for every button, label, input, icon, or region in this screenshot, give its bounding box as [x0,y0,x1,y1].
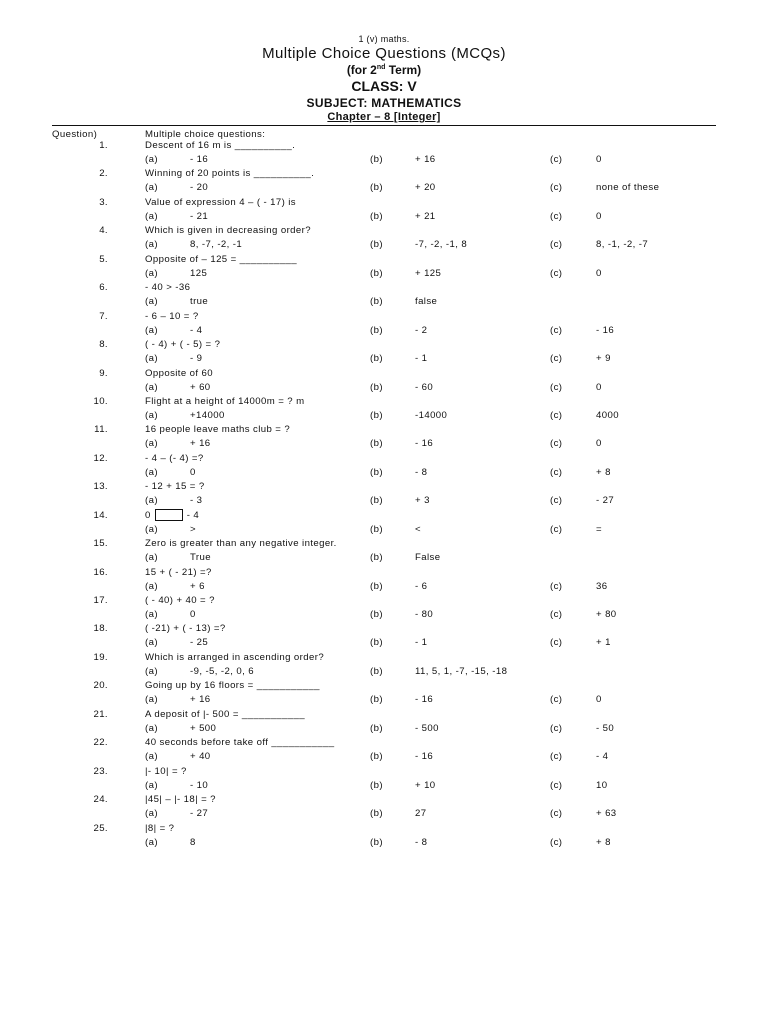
option-b-label: (b) [370,324,383,336]
option-a-label: (a) [145,751,158,763]
option-c-value: 0 [596,438,602,450]
question-item [0,196,768,224]
option-c-value: + 8 [596,466,611,478]
answer-blank-box [155,509,183,521]
subject-heading: SUBJECT: MATHEMATICS [306,96,462,110]
option-b-value: 11, 5, 1, -7, -15, -18 [415,665,508,677]
question-item [0,423,768,451]
option-c-label: (c) [550,438,563,450]
option-a-value: 8 [190,836,196,848]
option-a-label: (a) [145,239,158,251]
option-a-label: (a) [145,609,158,620]
option-c-label: (c) [550,637,563,649]
option-c-label: (c) [550,466,563,478]
option-b-label: (b) [370,381,383,393]
option-a-label: (a) [145,210,158,222]
option-a-label: (a) [145,637,158,649]
term-superscript: nd [376,64,386,71]
option-b-value: < [415,523,422,535]
question-number: 22. [93,737,108,749]
option-a-value: - 25 [190,637,209,649]
question-text: |8| = ? [145,822,175,834]
question-list [0,128,768,850]
option-b-label: (b) [370,751,383,763]
option-c-value: + 1 [596,637,611,649]
option-c-value: - 4 [596,751,609,763]
option-c-value: 36 [596,580,608,592]
question-number: 18. [93,623,108,635]
question-text: ( -21) + ( - 13) =? [145,623,226,635]
option-c-label: (c) [550,609,563,620]
option-c-value: 0 [596,381,602,393]
option-c-label: (c) [550,353,563,365]
option-a-label: (a) [145,552,158,564]
question-text: Opposite of – 125 = __________ [145,253,298,265]
question-item [0,736,768,764]
option-c-label: (c) [550,722,563,734]
option-c-label: (c) [550,836,563,848]
option-a-label: (a) [145,353,158,365]
option-a-value: - 10 [190,779,209,791]
question-number: 16. [93,566,108,578]
option-c-value: - 27 [596,495,615,507]
question-item [0,651,768,679]
option-a-value: - 20 [190,182,209,194]
option-b-label: (b) [370,154,383,165]
option-c-label: (c) [550,239,563,251]
option-a-value: + 60 [190,381,211,393]
option-b-value: + 16 [415,154,436,165]
option-a-label: (a) [145,808,158,820]
question-number: 11. [94,424,108,436]
option-b-label: (b) [370,182,383,194]
question-item [0,622,768,650]
option-a-value: > [190,523,197,535]
question-text: - 4 – (- 4) =? [145,452,204,464]
question-text: - 12 + 15 = ? [145,481,205,493]
question-number: 4. [99,225,108,237]
option-b-value: - 6 [415,580,428,592]
option-b-value: - 8 [415,836,428,848]
option-c-value: 0 [596,267,602,279]
question-number: 21. [93,708,108,720]
option-a-label: (a) [145,182,158,194]
question-number: 15. [93,538,108,550]
question-number: 17. [93,595,108,606]
question-number: 1. [99,140,108,151]
option-a-label: (a) [145,580,158,592]
option-b-value: false [415,296,438,308]
option-a-value: - 27 [190,808,209,820]
option-b-value: -7, -2, -1, 8 [415,239,468,251]
option-b-value: - 60 [415,381,434,393]
chapter-title: Chapter – 8 [Integer] [327,111,441,123]
option-b-label: (b) [370,637,383,649]
question-number: 2. [99,168,108,180]
question-text: |45| – |- 18| = ? [145,794,216,806]
question-number: 20. [93,680,108,692]
option-a-value: + 16 [190,694,211,706]
option-c-label: (c) [550,495,563,507]
option-a-value: - 4 [190,324,203,336]
question-text: 15 + ( - 21) =? [145,566,212,578]
option-c-value: 0 [596,210,602,222]
option-c-value: 0 [596,694,602,706]
option-b-label: (b) [370,466,383,478]
option-b-label: (b) [370,609,383,620]
option-a-value: + 16 [190,438,211,450]
option-a-label: (a) [145,296,158,308]
question-text: Value of expression 4 – ( - 17) is [145,196,296,208]
option-c-label: (c) [550,381,563,393]
question-item [0,338,768,366]
question-text: - 6 – 10 = ? [145,310,199,322]
question-text: - 40 > -36 [145,282,191,294]
question-text: Descent of 16 m is __________. [145,140,296,151]
option-a-value: + 40 [190,751,211,763]
question-number: 6. [99,282,108,294]
question-number: 14. [93,509,108,521]
option-a-value: - 9 [190,353,203,365]
option-a-label: (a) [145,324,158,336]
option-b-value: + 3 [415,495,430,507]
option-a-label: (a) [145,267,158,279]
option-a-value: 0 [190,609,196,620]
question-number: 3. [99,196,108,208]
option-b-value: - 1 [415,637,428,649]
top-note: 1 (v) maths. [358,34,410,44]
term-line [0,63,768,77]
question-number: 19. [93,651,108,663]
question-number: 5. [99,253,108,265]
question-text: Zero is greater than any negative integer. [145,538,337,550]
option-b-label: (b) [370,409,383,421]
option-a-value: + 500 [190,722,217,734]
option-c-label: (c) [550,523,563,535]
option-b-label: (b) [370,665,383,677]
option-b-value: - 2 [415,324,428,336]
question-item [0,566,768,594]
option-a-value: - 21 [190,210,209,222]
question-text: 16 people leave maths club = ? [145,424,291,436]
question-number: 8. [99,339,108,351]
option-a-value: -9, -5, -2, 0, 6 [190,665,254,677]
option-c-label: (c) [550,694,563,706]
option-b-value: + 21 [415,210,436,222]
option-c-label: (c) [550,182,563,194]
option-b-label: (b) [370,552,383,564]
option-b-value: - 80 [415,609,434,620]
option-a-label: (a) [145,154,158,165]
question-item [0,594,768,622]
question-text-pre: 0 [145,509,151,521]
option-c-value: - 16 [596,324,615,336]
option-c-label: (c) [550,751,563,763]
question-item [0,452,768,480]
option-a-value: 125 [190,267,208,279]
option-c-label: (c) [550,779,563,791]
question-number: 7. [99,310,108,322]
option-a-value: True [190,552,211,564]
question-item [0,793,768,821]
option-b-label: (b) [370,694,383,706]
option-a-label: (a) [145,665,158,677]
option-c-value: 8, -1, -2, -7 [596,239,649,251]
question-text-post: - 4 [186,509,200,521]
option-c-label: (c) [550,210,563,222]
question-text [145,509,199,523]
term-prefix: (for 2 [346,63,377,77]
option-c-value: = [596,523,603,535]
option-c-value: 10 [596,779,608,791]
question-item [0,822,768,850]
option-c-value: none of these [596,182,660,194]
option-b-value: 27 [415,808,427,820]
option-b-value: False [415,552,441,564]
option-b-label: (b) [370,836,383,848]
question-item [0,139,768,167]
option-b-value: - 16 [415,438,434,450]
option-c-value: + 80 [596,609,617,620]
option-c-value: + 63 [596,808,617,820]
question-item [0,708,768,736]
option-a-label: (a) [145,836,158,848]
chapter-heading [0,111,768,123]
option-a-label: (a) [145,722,158,734]
question-text: Winning of 20 points is __________. [145,168,315,180]
question-item [0,395,768,423]
option-b-label: (b) [370,296,383,308]
option-b-value: - 8 [415,466,428,478]
question-number: 9. [99,367,108,379]
option-c-value: 0 [596,154,602,165]
question-number: 23. [93,765,108,777]
option-a-value: - 16 [190,154,209,165]
option-c-value: - 50 [596,722,615,734]
option-b-label: (b) [370,210,383,222]
option-a-value: + 6 [190,580,205,592]
option-c-label: (c) [550,154,563,165]
option-a-value: 8, -7, -2, -1 [190,239,243,251]
option-c-label: (c) [550,808,563,820]
option-b-value: + 125 [415,267,442,279]
option-c-label: (c) [550,409,563,421]
option-b-label: (b) [370,779,383,791]
option-b-value: + 20 [415,182,436,194]
question-item [0,224,768,252]
question-number: 13. [93,481,108,493]
option-b-label: (b) [370,438,383,450]
question-number: 10. [93,395,108,407]
question-text: Opposite of 60 [145,367,214,379]
question-number: 25. [93,822,108,834]
question-item [0,281,768,309]
option-b-label: (b) [370,267,383,279]
option-c-value: + 8 [596,836,611,848]
option-a-value: - 3 [190,495,203,507]
question-number: 12. [93,452,108,464]
option-c-label: (c) [550,580,563,592]
option-a-label: (a) [145,694,158,706]
question-text: 40 seconds before take off ___________ [145,737,335,749]
option-b-value: - 500 [415,722,439,734]
option-b-label: (b) [370,239,383,251]
class-heading: CLASS: V [351,78,417,94]
question-number: 24. [93,794,108,806]
question-text: Flight at a height of 14000m = ? m [145,395,305,407]
option-c-value: 4000 [596,409,619,421]
option-a-label: (a) [145,438,158,450]
option-a-label: (a) [145,523,158,535]
question-item [0,509,768,537]
option-c-label: (c) [550,267,563,279]
question-item [0,480,768,508]
question-text: ( - 4) + ( - 5) = ? [145,339,221,351]
question-item [0,167,768,195]
header-divider [52,125,716,126]
question-text: Which is arranged in ascending order? [145,651,325,663]
page-title: Multiple Choice Questions (MCQs) [262,45,506,62]
option-b-label: (b) [370,523,383,535]
option-a-label: (a) [145,381,158,393]
section-title: Multiple choice questions: [145,129,266,140]
question-text: |- 10| = ? [145,765,187,777]
option-b-label: (b) [370,353,383,365]
option-c-label: (c) [550,324,563,336]
option-b-label: (b) [370,808,383,820]
option-a-value: 0 [190,466,196,478]
option-a-label: (a) [145,409,158,421]
option-b-label: (b) [370,580,383,592]
option-b-value: -14000 [415,409,448,421]
option-a-value: true [190,296,209,308]
option-c-value: + 9 [596,353,611,365]
option-a-label: (a) [145,779,158,791]
question-text: A deposit of |- 500 = ___________ [145,708,305,720]
option-a-label: (a) [145,495,158,507]
section-heading [0,128,768,139]
question-text: Which is given in decreasing order? [145,225,311,237]
option-b-value: - 16 [415,694,434,706]
option-a-value: +14000 [190,409,225,421]
question-text: Going up by 16 floors = ___________ [145,680,320,692]
option-b-label: (b) [370,722,383,734]
question-item [0,537,768,565]
section-label: Question) [52,129,98,140]
option-b-value: + 10 [415,779,436,791]
option-b-label: (b) [370,495,383,507]
question-item [0,310,768,338]
question-item [0,679,768,707]
option-b-value: - 1 [415,353,428,365]
option-a-label: (a) [145,466,158,478]
question-item [0,253,768,281]
question-item [0,367,768,395]
question-text: ( - 40) + 40 = ? [145,595,215,606]
option-b-value: - 16 [415,751,434,763]
question-item [0,765,768,793]
term-suffix: Term) [385,63,422,77]
